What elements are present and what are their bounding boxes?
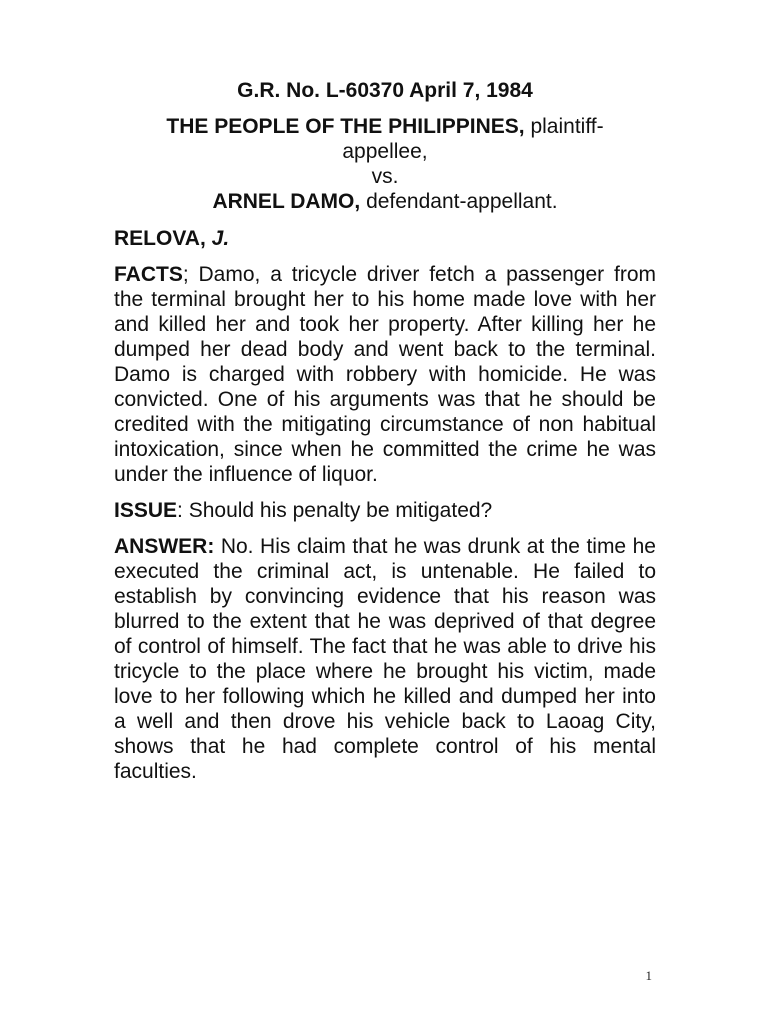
issue-paragraph (114, 498, 656, 523)
answer-text: No. His claim that he was drunk at the time he executed the criminal act, is untenable. He failed to establish by convincing evidence that his reason was blurred to the extent that he was deprived of that degree of control of himself. The fact that he was able to drive his tricycle to the place where he brought his victim, made love to her following which he killed and dumped her into a well and then drove his vehicle back to Laoag City, shows that he had complete control of his mental faculties. (114, 535, 656, 783)
facts-paragraph (114, 262, 656, 487)
defendant-role: defendant-appellant. (366, 190, 558, 213)
facts-heading: FACTS (114, 263, 183, 286)
plaintiff-name: THE PEOPLE OF THE PHILIPPINES, (166, 115, 525, 138)
plaintiff-line (114, 114, 656, 139)
plaintiff-role: plaintiff- (530, 115, 604, 138)
answer-heading: ANSWER: (114, 535, 215, 558)
answer-paragraph (114, 534, 656, 784)
ponente-name: RELOVA, (114, 227, 206, 250)
ponente (114, 226, 656, 251)
document-content (114, 78, 656, 795)
case-number: G.R. No. L-60370 April 7, 1984 (237, 79, 533, 102)
versus: vs. (371, 165, 399, 188)
issue-heading: ISSUE (114, 499, 178, 522)
ponente-initial: J. (211, 227, 230, 250)
issue-text: : Should his penalty be mitigated? (177, 499, 493, 522)
case-caption (114, 114, 656, 214)
defendant-line (114, 189, 656, 214)
page-number: 1 (645, 968, 652, 983)
plaintiff-role-continued: appellee, (342, 140, 428, 163)
defendant-name: ARNEL DAMO, (212, 190, 361, 213)
facts-text: ; Damo, a tricycle driver fetch a passenger from the terminal brought her to his home made love with her and killed her and took her property. After killing her he dumped her dead body and went back to the terminal. Damo is charged with robbery with homicide. He was convicted. One of his arguments was that he should be credited with the mitigating circumstance of non habitual intoxication, since when he committed the crime he was under the influence of liquor. (114, 263, 656, 486)
